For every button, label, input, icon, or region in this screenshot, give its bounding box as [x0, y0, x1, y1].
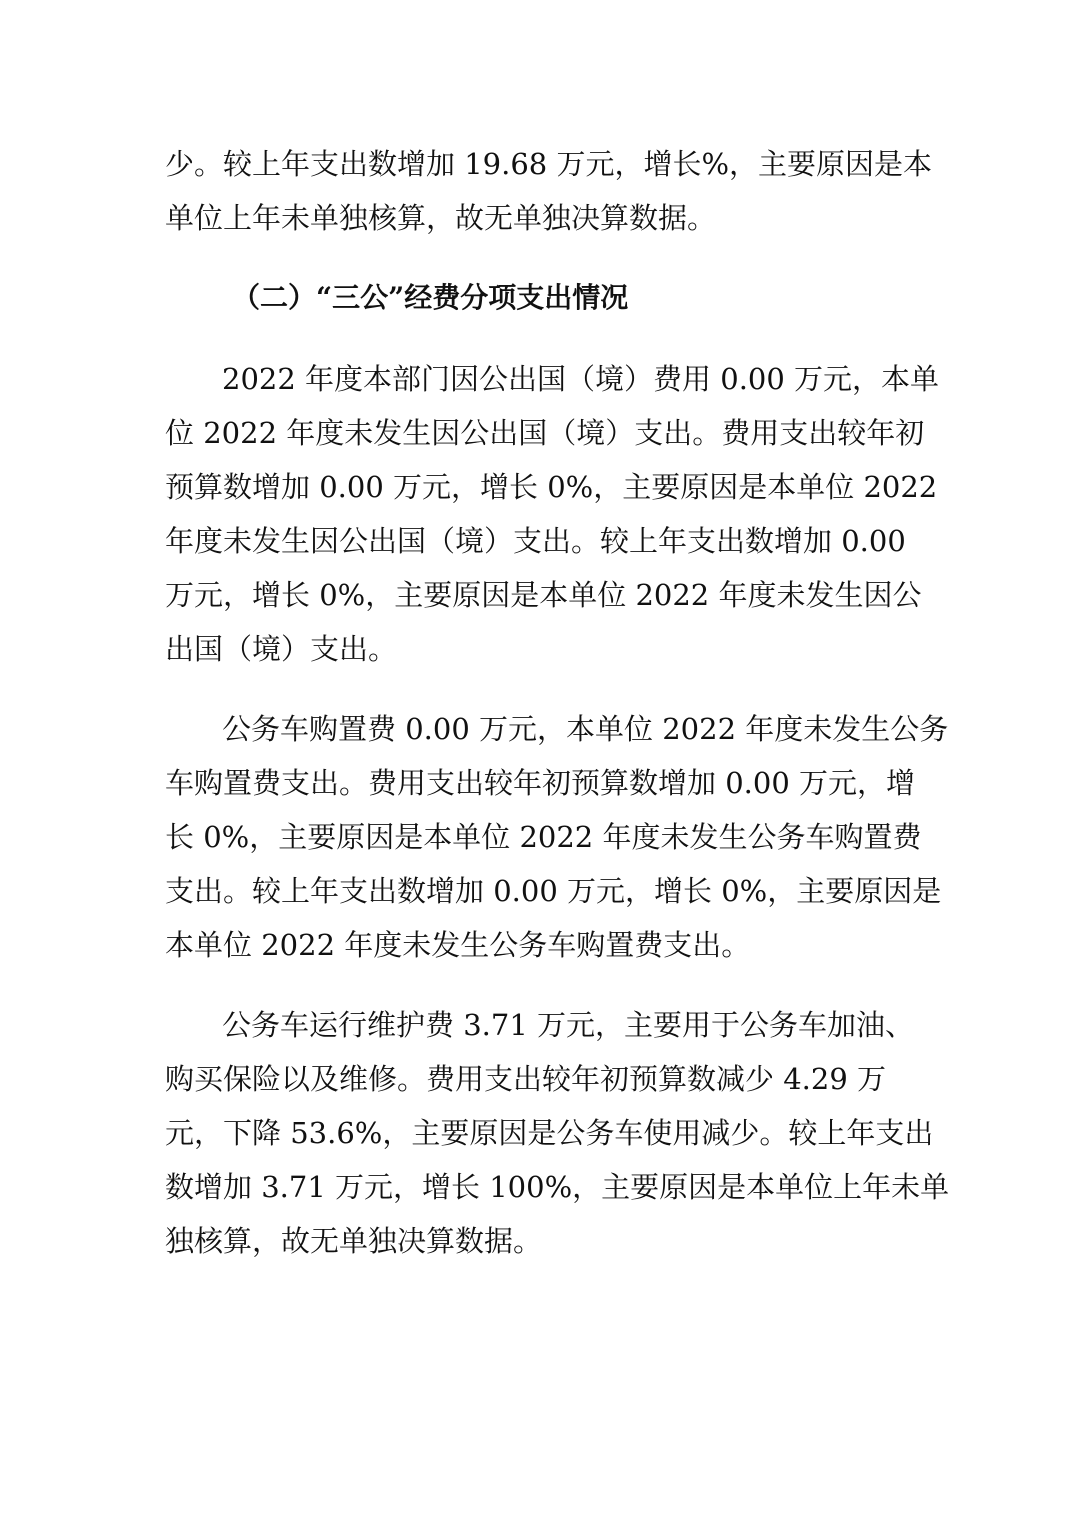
paragraph-line	[165, 629, 397, 669]
line-text: 车购置费支出。费用支出较年初预算数增加 0.00 万元，增	[165, 766, 916, 800]
line-text: 公务车运行维护费 3.71 万元，主要用于公务车加油、	[222, 1008, 915, 1042]
line-text: 独核算，故无单独决算数据。	[165, 1224, 543, 1258]
line-text: 数增加 3.71 万元，增长 100%，主要原因是本单位上年未单	[165, 1170, 950, 1204]
paragraph-line	[165, 575, 922, 615]
line-text: 年度未发生因公出国（境）支出。较上年支出数增加 0.00	[165, 524, 906, 558]
paragraph-line	[165, 521, 913, 561]
paragraph-line	[165, 1167, 950, 1207]
line-text: 元，下降 53.6%，主要原因是公务车使用减少。较上年支出	[165, 1116, 934, 1150]
paragraph-line	[165, 925, 750, 965]
line-text: 少。较上年支出数增加 19.68 万元，增长%，主要原因是本	[165, 147, 933, 181]
line-text: 出国（境）支出。	[165, 632, 398, 666]
paragraph-line	[165, 817, 922, 857]
heading-text: （二）“三公”经费分项支出情况	[232, 281, 629, 314]
line-text: 本单位 2022 年度未发生公务车购置费支出。	[165, 928, 751, 962]
section-heading	[232, 278, 628, 318]
paragraph-line	[165, 871, 942, 911]
paragraph-line	[165, 144, 933, 184]
paragraph-line	[165, 763, 916, 803]
line-text: 公务车购置费 0.00 万元，本单位 2022 年度未发生公务	[222, 712, 949, 746]
line-text: 购买保险以及维修。费用支出较年初预算数减少 4.29 万	[165, 1062, 887, 1096]
paragraph-line	[165, 198, 716, 238]
paragraph-line	[165, 413, 925, 453]
line-text: 单位上年未单独核算，故无单独决算数据。	[165, 201, 717, 235]
line-text: 支出。较上年支出数增加 0.00 万元，增长 0%，主要原因是	[165, 874, 942, 908]
paragraph-line	[165, 1059, 913, 1099]
paragraph-line	[222, 709, 949, 749]
paragraph-line	[165, 1113, 934, 1153]
line-text: 2022 年度本部门因公出国（境）费用 0.00 万元，本单	[222, 362, 940, 396]
line-text: 预算数增加 0.00 万元，增长 0%，主要原因是本单位 2022	[165, 470, 938, 504]
line-text: 位 2022 年度未发生因公出国（境）支出。费用支出较年初	[165, 416, 925, 450]
paragraph-line	[222, 1005, 913, 1045]
paragraph-line	[165, 467, 938, 507]
paragraph-line	[222, 359, 940, 399]
line-text: 长 0%，主要原因是本单位 2022 年度未发生公务车购置费	[165, 820, 922, 854]
line-text: 万元，增长 0%，主要原因是本单位 2022 年度未发生因公	[165, 578, 922, 612]
paragraph-line	[165, 1221, 542, 1261]
